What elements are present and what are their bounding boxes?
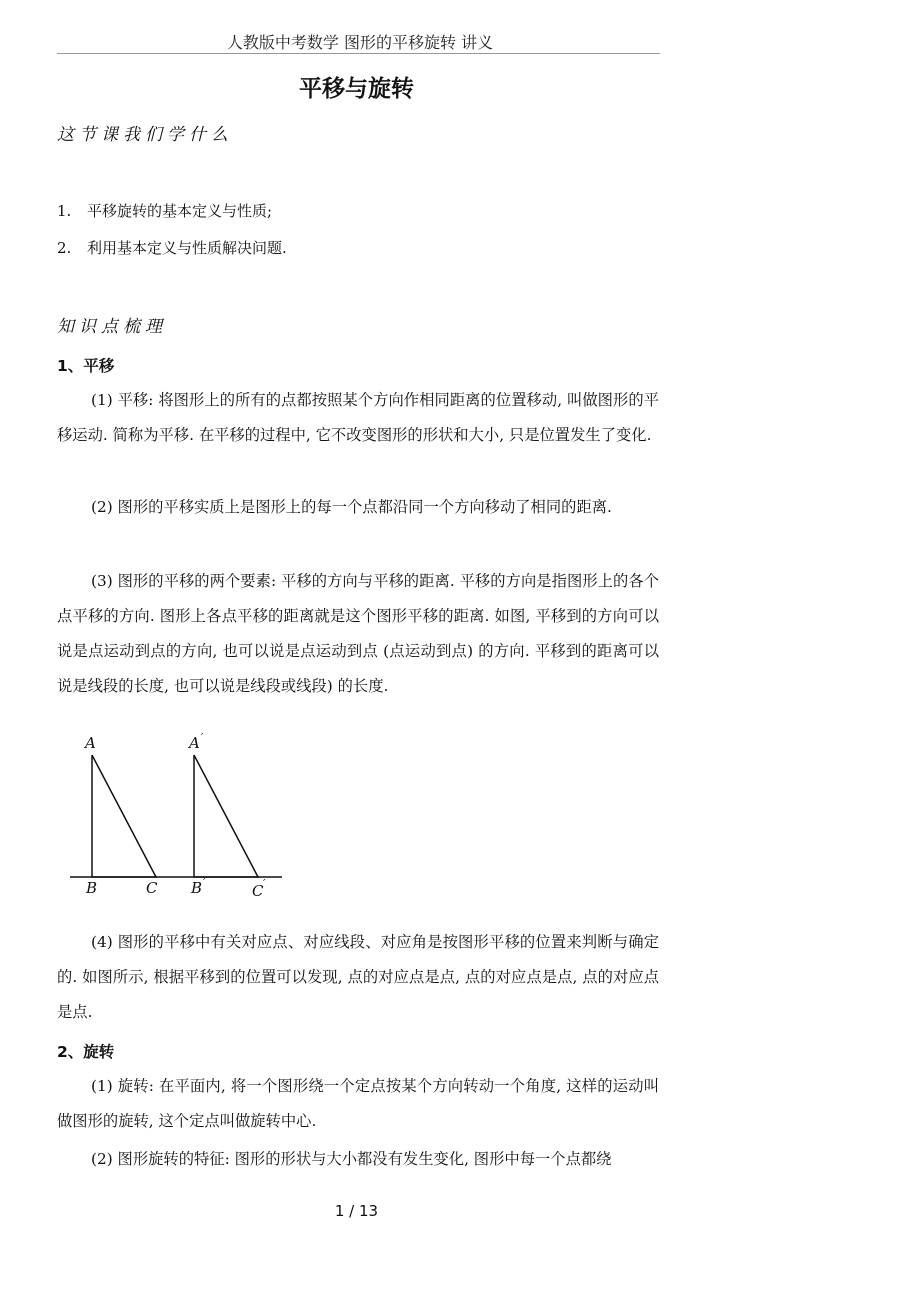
page-number: 1 / 13 (334, 1202, 379, 1220)
paragraph-translation-essence: (2) 图形的平移实质上是图形上的每一个点都沿同一个方向移动了相同的距离. (91, 498, 612, 516)
goal-item-1 (57, 200, 272, 221)
paragraph-translation-definition: (1) 平移: 将图形上的所有的点都按照某个方向作相同距离的位置移动, 叫做图形的平移运动. 简称为平移. 在平移的过程中, 它不改变图形的形状和大小, 只是位置发生了变化. (57, 391, 659, 444)
page-header: 人教版中考数学 图形的平移旋转 讲义 (226, 33, 494, 52)
section-heading-translation: 1、平移 (57, 357, 115, 375)
label-c-prime: C (252, 882, 264, 900)
paragraph-rotation-definition: (1) 旋转: 在平面内, 将一个图形绕一个定点按某个方向转动一个角度, 这样的运动叫做图形的旋转, 这个定点叫做旋转中心. (57, 1077, 659, 1130)
label-b: B (86, 879, 98, 897)
goal-number: 2. (57, 239, 72, 257)
goal-text: 平移旋转的基本定义与性质; (87, 202, 273, 220)
goal-text: 利用基本定义与性质解决问题. (87, 239, 287, 257)
label-c: C (146, 879, 158, 897)
prime-mark-b: ′ (203, 876, 206, 889)
paragraph-translation-correspondence: (4) 图形的平移中有关对应点、对应线段、对应角是按图形平移的位置来判断与确定的. 如图所示, 根据平移到的位置可以发现, 点的对应点是点, 点的对应点是点, 点的对应点是点. (57, 933, 659, 1021)
lesson-heading: 这节课我们学什么 (57, 125, 233, 145)
label-a-prime: A (189, 734, 200, 752)
header-rule (57, 53, 660, 54)
paragraph-rotation-features: (2) 图形旋转的特征: 图形的形状与大小都没有发生变化, 图形中每一个点都绕 (91, 1150, 612, 1168)
document-title: 平移与旋转 (299, 76, 414, 102)
triangle-abc-prime (194, 755, 258, 877)
paragraph-translation-elements: (3) 图形的平移的两个要素: 平移的方向与平移的距离. 平移的方向是指图形上的各个点平移的方向. 图形上各点平移的距离就是这个图形平移的距离. 如图, 平移到的方向可以说是点运动到点的方向, 也可以说是点运动到点 (点运动到点) 的方向. 平移到的距离可以说是线段的长度, 也可以说是线段或线段) 的长度. (57, 572, 659, 695)
translation-figure (60, 725, 300, 905)
goal-item-2 (57, 237, 287, 258)
triangle-abc (92, 755, 156, 877)
label-b-prime: B (191, 879, 203, 897)
prime-mark-c: ′ (263, 877, 266, 890)
prime-mark-a: ′ (201, 731, 204, 744)
goal-number: 1. (57, 202, 72, 220)
section-heading-rotation: 2、旋转 (57, 1043, 115, 1061)
label-a: A (85, 734, 96, 752)
knowledge-heading: 知识点梳理 (57, 317, 167, 337)
